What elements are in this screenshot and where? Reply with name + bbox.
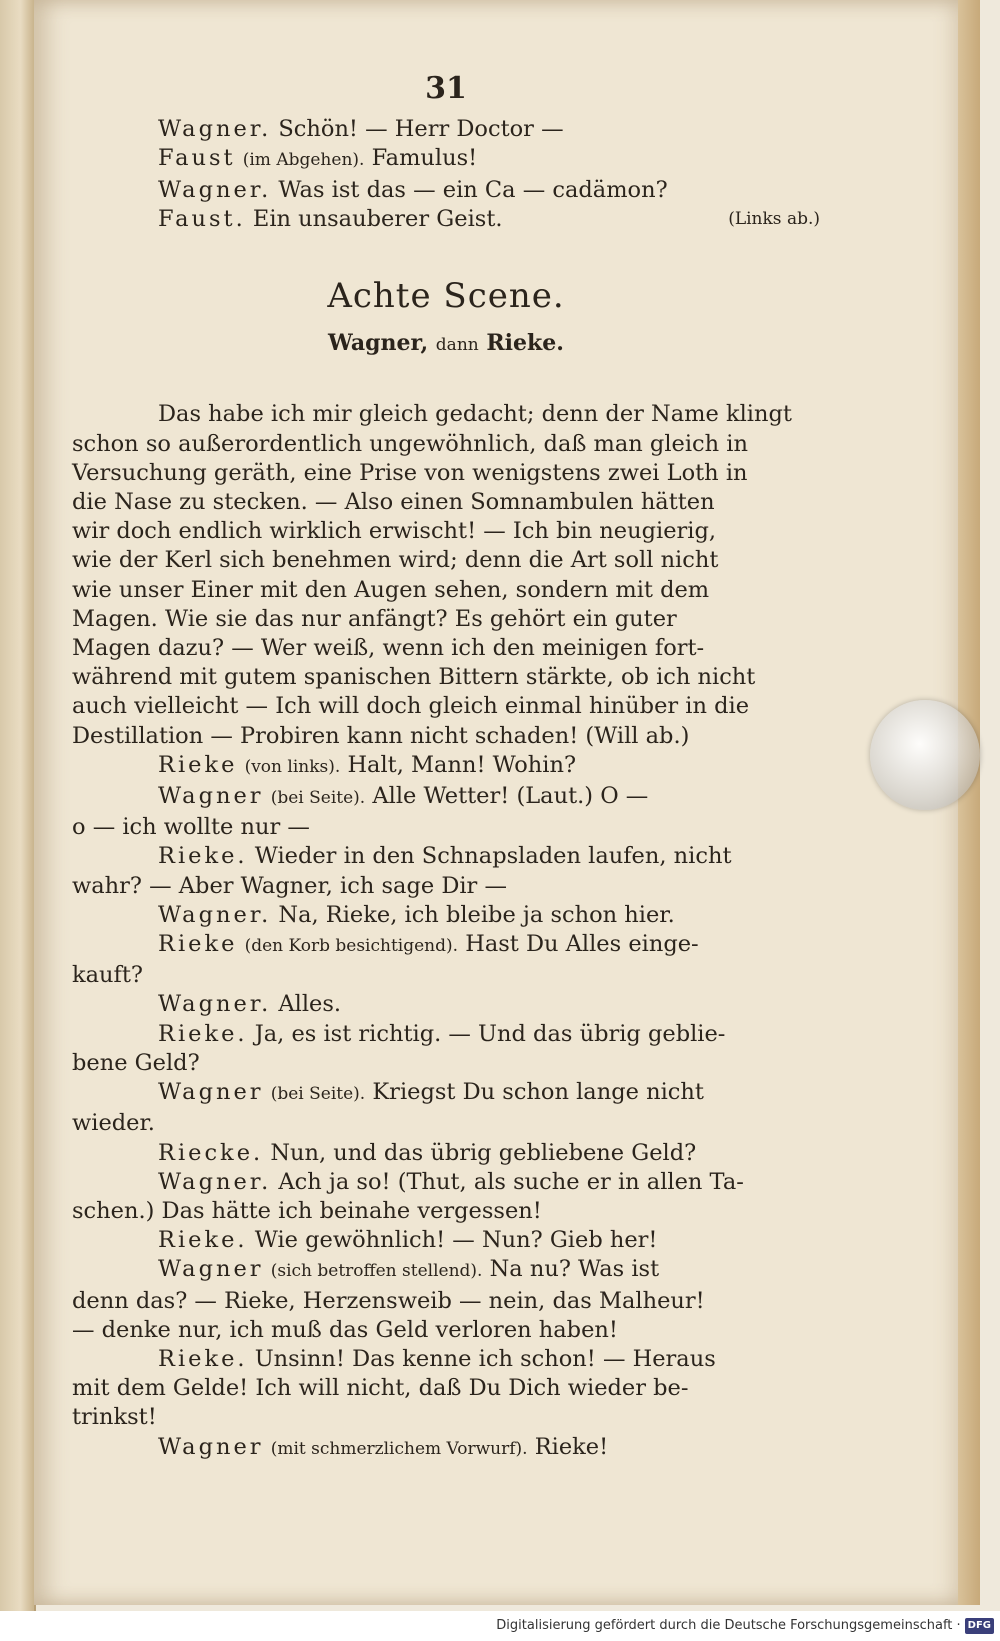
dialogue-line: Wagner. Schön! — Herr Doctor — — [158, 116, 564, 143]
page-clip — [870, 700, 980, 810]
dialogue-line: Rieke. Unsinn! Das kenne ich schon! — Heraus — [158, 1345, 716, 1372]
scene-title: Achte Scene. — [327, 276, 565, 317]
dialogue-cont: mit dem Gelde! Ich will nicht, daß Du Dich wieder be- — [72, 1375, 689, 1402]
dialogue-cont: bene Geld? — [72, 1049, 200, 1076]
monologue — [72, 400, 820, 750]
dialogue-line: Wagner. Ach ja so! (Thut, als suche er in allen Ta- — [158, 1168, 744, 1195]
dialogue-line: Wagner (bei Seite). Kriegst Du schon lange nicht — [158, 1079, 704, 1106]
dialogue-line: Rieke. Wieder in den Schnapsladen laufen, nicht — [158, 843, 732, 870]
text-line: die Nase zu stecken. — Also einen Somnambulen hätten — [72, 489, 715, 516]
dialogue-line: Rieke. Wie gewöhnlich! — Nun? Gieb her! — [158, 1227, 658, 1254]
dialogue-cont: kauft? — [72, 962, 143, 989]
page-edge — [958, 0, 980, 1605]
dialogue-line: Faust (im Abgehen). Famulus! — [158, 145, 478, 172]
footer-text: Digitalisierung gefördert durch die Deutsche Forschungsgemeinschaft · — [496, 1618, 961, 1633]
text-line: Das habe ich mir gleich gedacht; denn der Name klingt — [158, 401, 792, 428]
text-line: Magen. Wie sie das nur anfängt? Es gehört ein guter — [72, 605, 677, 632]
dialogue-cont: denn das? — Rieke, Herzensweib — nein, das Malheur! — [72, 1287, 705, 1314]
text-line: Magen dazu? — Wer weiß, wenn ich den meinigen fort- — [72, 635, 705, 662]
dialogue-line: Wagner. Alles. — [158, 991, 342, 1018]
dialogue-line: Faust. Ein unsauberer Geist. (Links ab.) — [158, 205, 820, 232]
dialogue-line: Rieke. Ja, es ist richtig. — Und das übrig geblie- — [158, 1020, 726, 1047]
text-line: wie unser Einer mit den Augen sehen, sondern mit dem — [72, 576, 710, 603]
page-text — [72, 71, 820, 1464]
dialogue-line: Wagner. Na, Rieke, ich bleibe ja schon hier. — [158, 901, 675, 928]
dialogue-cont: wahr? — Aber Wagner, ich sage Dir — — [72, 872, 507, 899]
page-number: 31 — [425, 71, 467, 106]
dialogue-cont: wieder. — [72, 1110, 155, 1137]
dialogue-line: Wagner (bei Seite). Alle Wetter! (Laut.) O — — [158, 783, 649, 810]
text-line: wir doch endlich wirklich erwischt! — Ich bin neugierig, — [72, 518, 717, 545]
scene-persons: Wagner, dann Rieke. — [328, 330, 564, 357]
dialogue-line: Wagner (mit schmerzlichem Vorwurf). Rieke! — [158, 1433, 609, 1460]
facing-page-edge — [0, 0, 36, 1641]
text-line: auch vielleicht — Ich will doch gleich einmal hinüber in die — [72, 693, 750, 720]
text-line: während mit gutem spanischen Bittern stärkte, ob ich nicht — [72, 664, 756, 691]
text-line: wie der Kerl sich benehmen wird; denn die Art soll nicht — [72, 547, 719, 574]
dialogue-cont: — denke nur, ich muß das Geld verloren haben! — [72, 1316, 618, 1343]
dialogue-cont: trinkst! — [72, 1404, 157, 1431]
text-line: Versuchung geräth, eine Prise von wenigstens zwei Loth in — [72, 459, 748, 486]
dialogue-line: Rieke (von links). Halt, Mann! Wohin? — [158, 751, 577, 778]
dialogue-cont: schen.) Das hätte ich beinahe vergessen! — [72, 1197, 542, 1224]
dialogue-line: Rieke (den Korb besichtigend). Hast Du Alles einge- — [158, 931, 699, 958]
dialogue-cont: o — ich wollte nur — — [72, 814, 310, 841]
text-line: Destillation — Probiren kann nicht schaden! (Will ab.) — [72, 722, 690, 749]
dialogue-line: Riecke. Nun, und das übrig gebliebene Geld? — [158, 1139, 697, 1166]
dialogue-line: Wagner (sich betroffen stellend). Na nu? Was ist — [158, 1256, 660, 1283]
footer — [0, 1611, 1000, 1641]
text-line: schon so außerordentlich ungewöhnlich, daß man gleich in — [72, 430, 748, 457]
dialogue-line: Wagner. Was ist das — ein Ca — cadämon? — [158, 176, 668, 203]
dfg-logo-icon: DFG — [965, 1618, 994, 1634]
